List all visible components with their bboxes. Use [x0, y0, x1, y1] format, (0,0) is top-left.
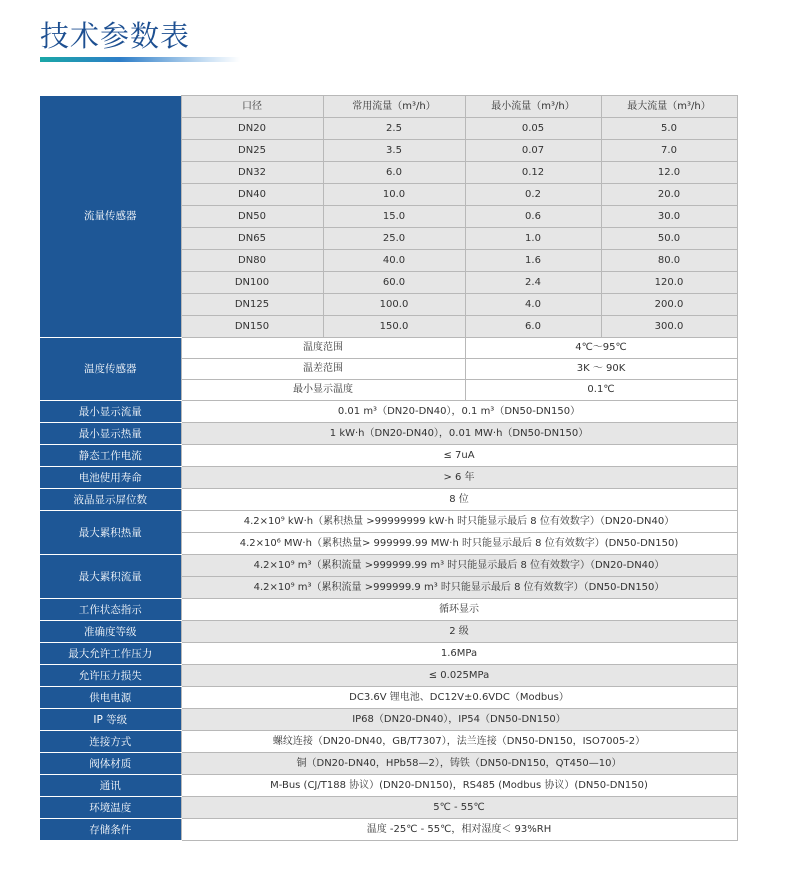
spec-value: 螺纹连接（DN20-DN40，GB/T7307），法兰连接（DN50-DN150，ISO7005-2）: [181, 731, 737, 753]
table-cell: 0.1℃: [465, 380, 737, 401]
spec-label: 准确度等级: [40, 621, 181, 643]
table-row: [40, 665, 737, 687]
table-row: [40, 489, 737, 511]
table-cell: DN32: [181, 162, 323, 184]
table-cell: DN80: [181, 250, 323, 272]
table-row: [40, 819, 737, 841]
table-row: [40, 96, 737, 118]
table-row: [40, 338, 737, 359]
table-cell: 0.07: [465, 140, 601, 162]
table-cell: DN150: [181, 316, 323, 338]
table-cell: 12.0: [601, 162, 737, 184]
category-label-flow-sensor: 流量传感器: [40, 96, 181, 338]
spec-value: ≤ 0.025MPa: [181, 665, 737, 687]
table-row: [40, 555, 737, 577]
spec-label: 环境温度: [40, 797, 181, 819]
table-cell: 温差范围: [181, 359, 465, 380]
table-cell: DN20: [181, 118, 323, 140]
category-label-temp-sensor: 温度传感器: [40, 338, 181, 401]
table-row: [40, 401, 737, 423]
spec-label: IP 等级: [40, 709, 181, 731]
table-cell: 3K ～ 90K: [465, 359, 737, 380]
table-cell: 4℃～95℃: [465, 338, 737, 359]
spec-value: ≤ 7uA: [181, 445, 737, 467]
table-row: [40, 423, 737, 445]
table-cell: 最小显示温度: [181, 380, 465, 401]
table-cell: 4.0: [465, 294, 601, 316]
spec-value: 4.2×10⁶ MW·h（累积热量> 999999.99 MW·h 时只能显示最后 8 位有效数字）(DN50-DN150): [181, 533, 737, 555]
table-row: [40, 775, 737, 797]
spec-label: 电池使用寿命: [40, 467, 181, 489]
table-cell: 5.0: [601, 118, 737, 140]
table-cell: DN65: [181, 228, 323, 250]
table-cell: 200.0: [601, 294, 737, 316]
table-cell: 150.0: [323, 316, 465, 338]
table-cell: 0.05: [465, 118, 601, 140]
table-cell: 30.0: [601, 206, 737, 228]
table-cell: 温度范围: [181, 338, 465, 359]
table-cell: 100.0: [323, 294, 465, 316]
title-underline: [40, 57, 240, 62]
table-cell: 6.0: [465, 316, 601, 338]
spec-value: > 6 年: [181, 467, 737, 489]
table-row: [40, 687, 737, 709]
table-cell: DN40: [181, 184, 323, 206]
table-cell: 6.0: [323, 162, 465, 184]
spec-table-body: [40, 96, 737, 841]
spec-value: 2 级: [181, 621, 737, 643]
spec-table: [40, 95, 738, 841]
table-row: [40, 467, 737, 489]
table-cell: 0.6: [465, 206, 601, 228]
spec-label: 阀体材质: [40, 753, 181, 775]
table-cell: 7.0: [601, 140, 737, 162]
spec-value: 1.6MPa: [181, 643, 737, 665]
table-cell: 120.0: [601, 272, 737, 294]
spec-value: 4.2×10⁹ m³（累积流量 >999999.9 m³ 时只能显示最后 8 位有效数字）（DN50-DN150）: [181, 577, 737, 599]
spec-label: 存储条件: [40, 819, 181, 841]
spec-value: 8 位: [181, 489, 737, 511]
table-row: [40, 709, 737, 731]
table-cell: 1.0: [465, 228, 601, 250]
column-header: 常用流量（m³/h）: [323, 96, 465, 118]
table-row: [40, 731, 737, 753]
table-row: [40, 445, 737, 467]
column-header: 口径: [181, 96, 323, 118]
table-cell: 80.0: [601, 250, 737, 272]
spec-value: 循环显示: [181, 599, 737, 621]
table-cell: 20.0: [601, 184, 737, 206]
spec-label: 通讯: [40, 775, 181, 797]
spec-value: 铜（DN20-DN40，HPb58—2），铸铁（DN50-DN150，QT450—10）: [181, 753, 737, 775]
spec-label: 连接方式: [40, 731, 181, 753]
spec-label: 静态工作电流: [40, 445, 181, 467]
table-row: [40, 511, 737, 533]
spec-label: 允许压力损失: [40, 665, 181, 687]
spec-value: IP68（DN20-DN40），IP54（DN50-DN150）: [181, 709, 737, 731]
table-row: [40, 621, 737, 643]
spec-value: 温度 -25℃ - 55℃，相对湿度＜ 93%RH: [181, 819, 737, 841]
table-cell: 0.2: [465, 184, 601, 206]
column-header: 最大流量（m³/h）: [601, 96, 737, 118]
spec-label: 液晶显示屏位数: [40, 489, 181, 511]
table-cell: 0.12: [465, 162, 601, 184]
table-cell: 15.0: [323, 206, 465, 228]
table-cell: 10.0: [323, 184, 465, 206]
table-cell: 60.0: [323, 272, 465, 294]
table-row: [40, 599, 737, 621]
spec-value: 4.2×10⁹ m³（累积流量 >999999.99 m³ 时只能显示最后 8 位有效数字）（DN20-DN40）: [181, 555, 737, 577]
spec-value: 4.2×10⁹ kW·h（累积热量 >99999999 kW·h 时只能显示最后 8 位有效数字）（DN20-DN40）: [181, 511, 737, 533]
table-cell: 25.0: [323, 228, 465, 250]
table-cell: 40.0: [323, 250, 465, 272]
table-cell: 2.4: [465, 272, 601, 294]
table-cell: DN25: [181, 140, 323, 162]
table-cell: 2.5: [323, 118, 465, 140]
spec-label: 最小显示热量: [40, 423, 181, 445]
spec-value: 1 kW·h（DN20-DN40），0.01 MW·h（DN50-DN150）: [181, 423, 737, 445]
page-title: 技术参数表: [40, 19, 191, 53]
spec-label: 供电电源: [40, 687, 181, 709]
spec-label: 工作状态指示: [40, 599, 181, 621]
table-cell: 3.5: [323, 140, 465, 162]
table-cell: 50.0: [601, 228, 737, 250]
spec-value: DC3.6V 锂电池、DC12V±0.6VDC（Modbus）: [181, 687, 737, 709]
column-header: 最小流量（m³/h）: [465, 96, 601, 118]
spec-value: 0.01 m³（DN20-DN40），0.1 m³（DN50-DN150）: [181, 401, 737, 423]
table-row: [40, 753, 737, 775]
category-label-max-flow: 最大累积流量: [40, 555, 181, 599]
table-row: [40, 797, 737, 819]
spec-label: 最大允许工作压力: [40, 643, 181, 665]
table-cell: 1.6: [465, 250, 601, 272]
spec-value: M-Bus (CJ/T188 协议）(DN20-DN150)，RS485 (Modbus 协议）(DN50-DN150): [181, 775, 737, 797]
table-row: [40, 643, 737, 665]
table-cell: 300.0: [601, 316, 737, 338]
spec-value: 5℃ - 55℃: [181, 797, 737, 819]
table-cell: DN100: [181, 272, 323, 294]
table-cell: DN50: [181, 206, 323, 228]
category-label-max-heat: 最大累积热量: [40, 511, 181, 555]
table-cell: DN125: [181, 294, 323, 316]
spec-label: 最小显示流量: [40, 401, 181, 423]
